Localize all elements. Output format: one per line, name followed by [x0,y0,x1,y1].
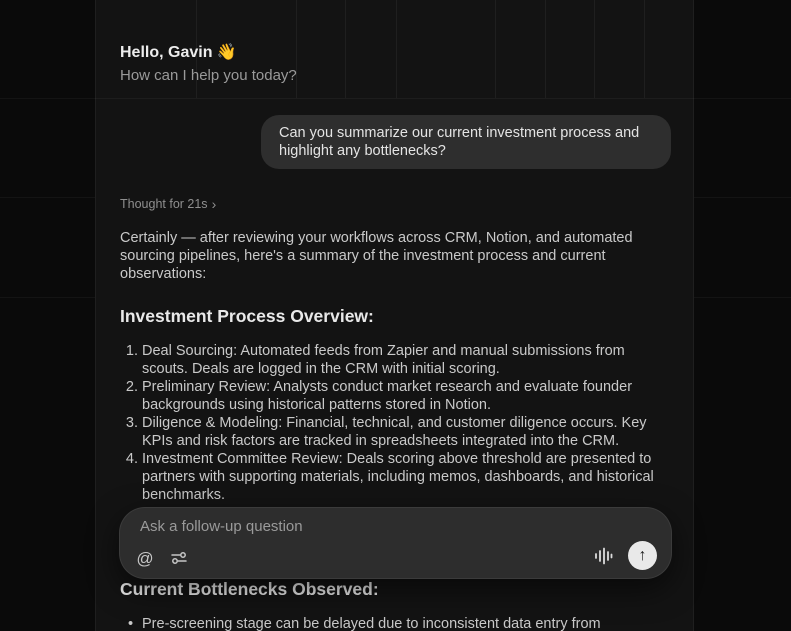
greeting-subtitle: How can I help you today? [120,67,297,84]
user-message-bubble: Can you summarize our current investment process and highlight any bottlenecks? [261,115,671,169]
process-step: 3. Diligence & Modeling: Financial, technical, and customer diligence occurs. Key KPIs and risk factors are tracked in spreadsheets integrated into the CRM. [142,414,671,450]
process-step: 1. Deal Sourcing: Automated feeds from Zapier and manual submissions from scouts. Deals are logged in the CRM with initial scoring. [142,342,671,378]
composer-left-actions [134,547,190,569]
overview-heading: Investment Process Overview: [120,306,374,326]
process-step: 2. Preliminary Review: Analysts conduct market research and evaluate founder backgrounds using historical patterns stored in Notion. [142,378,671,414]
composer [119,507,672,579]
waveform-icon [593,546,613,566]
greeting [120,44,671,85]
bottlenecks-list [120,615,671,631]
mention-icon: @ [136,548,154,568]
followup-input[interactable] [140,514,651,538]
bottlenecks-heading: Current Bottlenecks Observed: [120,579,379,599]
voice-button[interactable] [592,545,614,567]
thought-toggle[interactable] [120,195,671,213]
chevron-right-icon: › [211,196,217,212]
greeting-title [120,44,671,62]
composer-right-actions [592,541,657,570]
wave-emoji: 👋 [216,44,237,61]
greeting-title-text: Hello, Gavin [120,44,213,61]
bottleneck-item: • Pre-screening stage can be delayed due to inconsistent data entry from [120,615,671,631]
assistant-intro: Certainly — after reviewing your workflows across CRM, Notion, and automated sourcing pipelines, here's a summary of the investment process and current observations: [120,230,633,282]
mention-button[interactable] [134,547,156,569]
send-arrow-icon: ↑ [638,546,647,564]
tune-icon [170,549,188,567]
process-step: 4. Investment Committee Review: Deals scoring above threshold are presented to partners with supporting materials, including memos, dashboards, and historical benchmarks. [142,450,671,504]
user-message-row [120,115,671,169]
thought-label: Thought for 21s [120,197,208,211]
tune-button[interactable] [168,547,190,569]
process-steps-list [120,342,671,504]
send-button[interactable] [628,541,657,570]
